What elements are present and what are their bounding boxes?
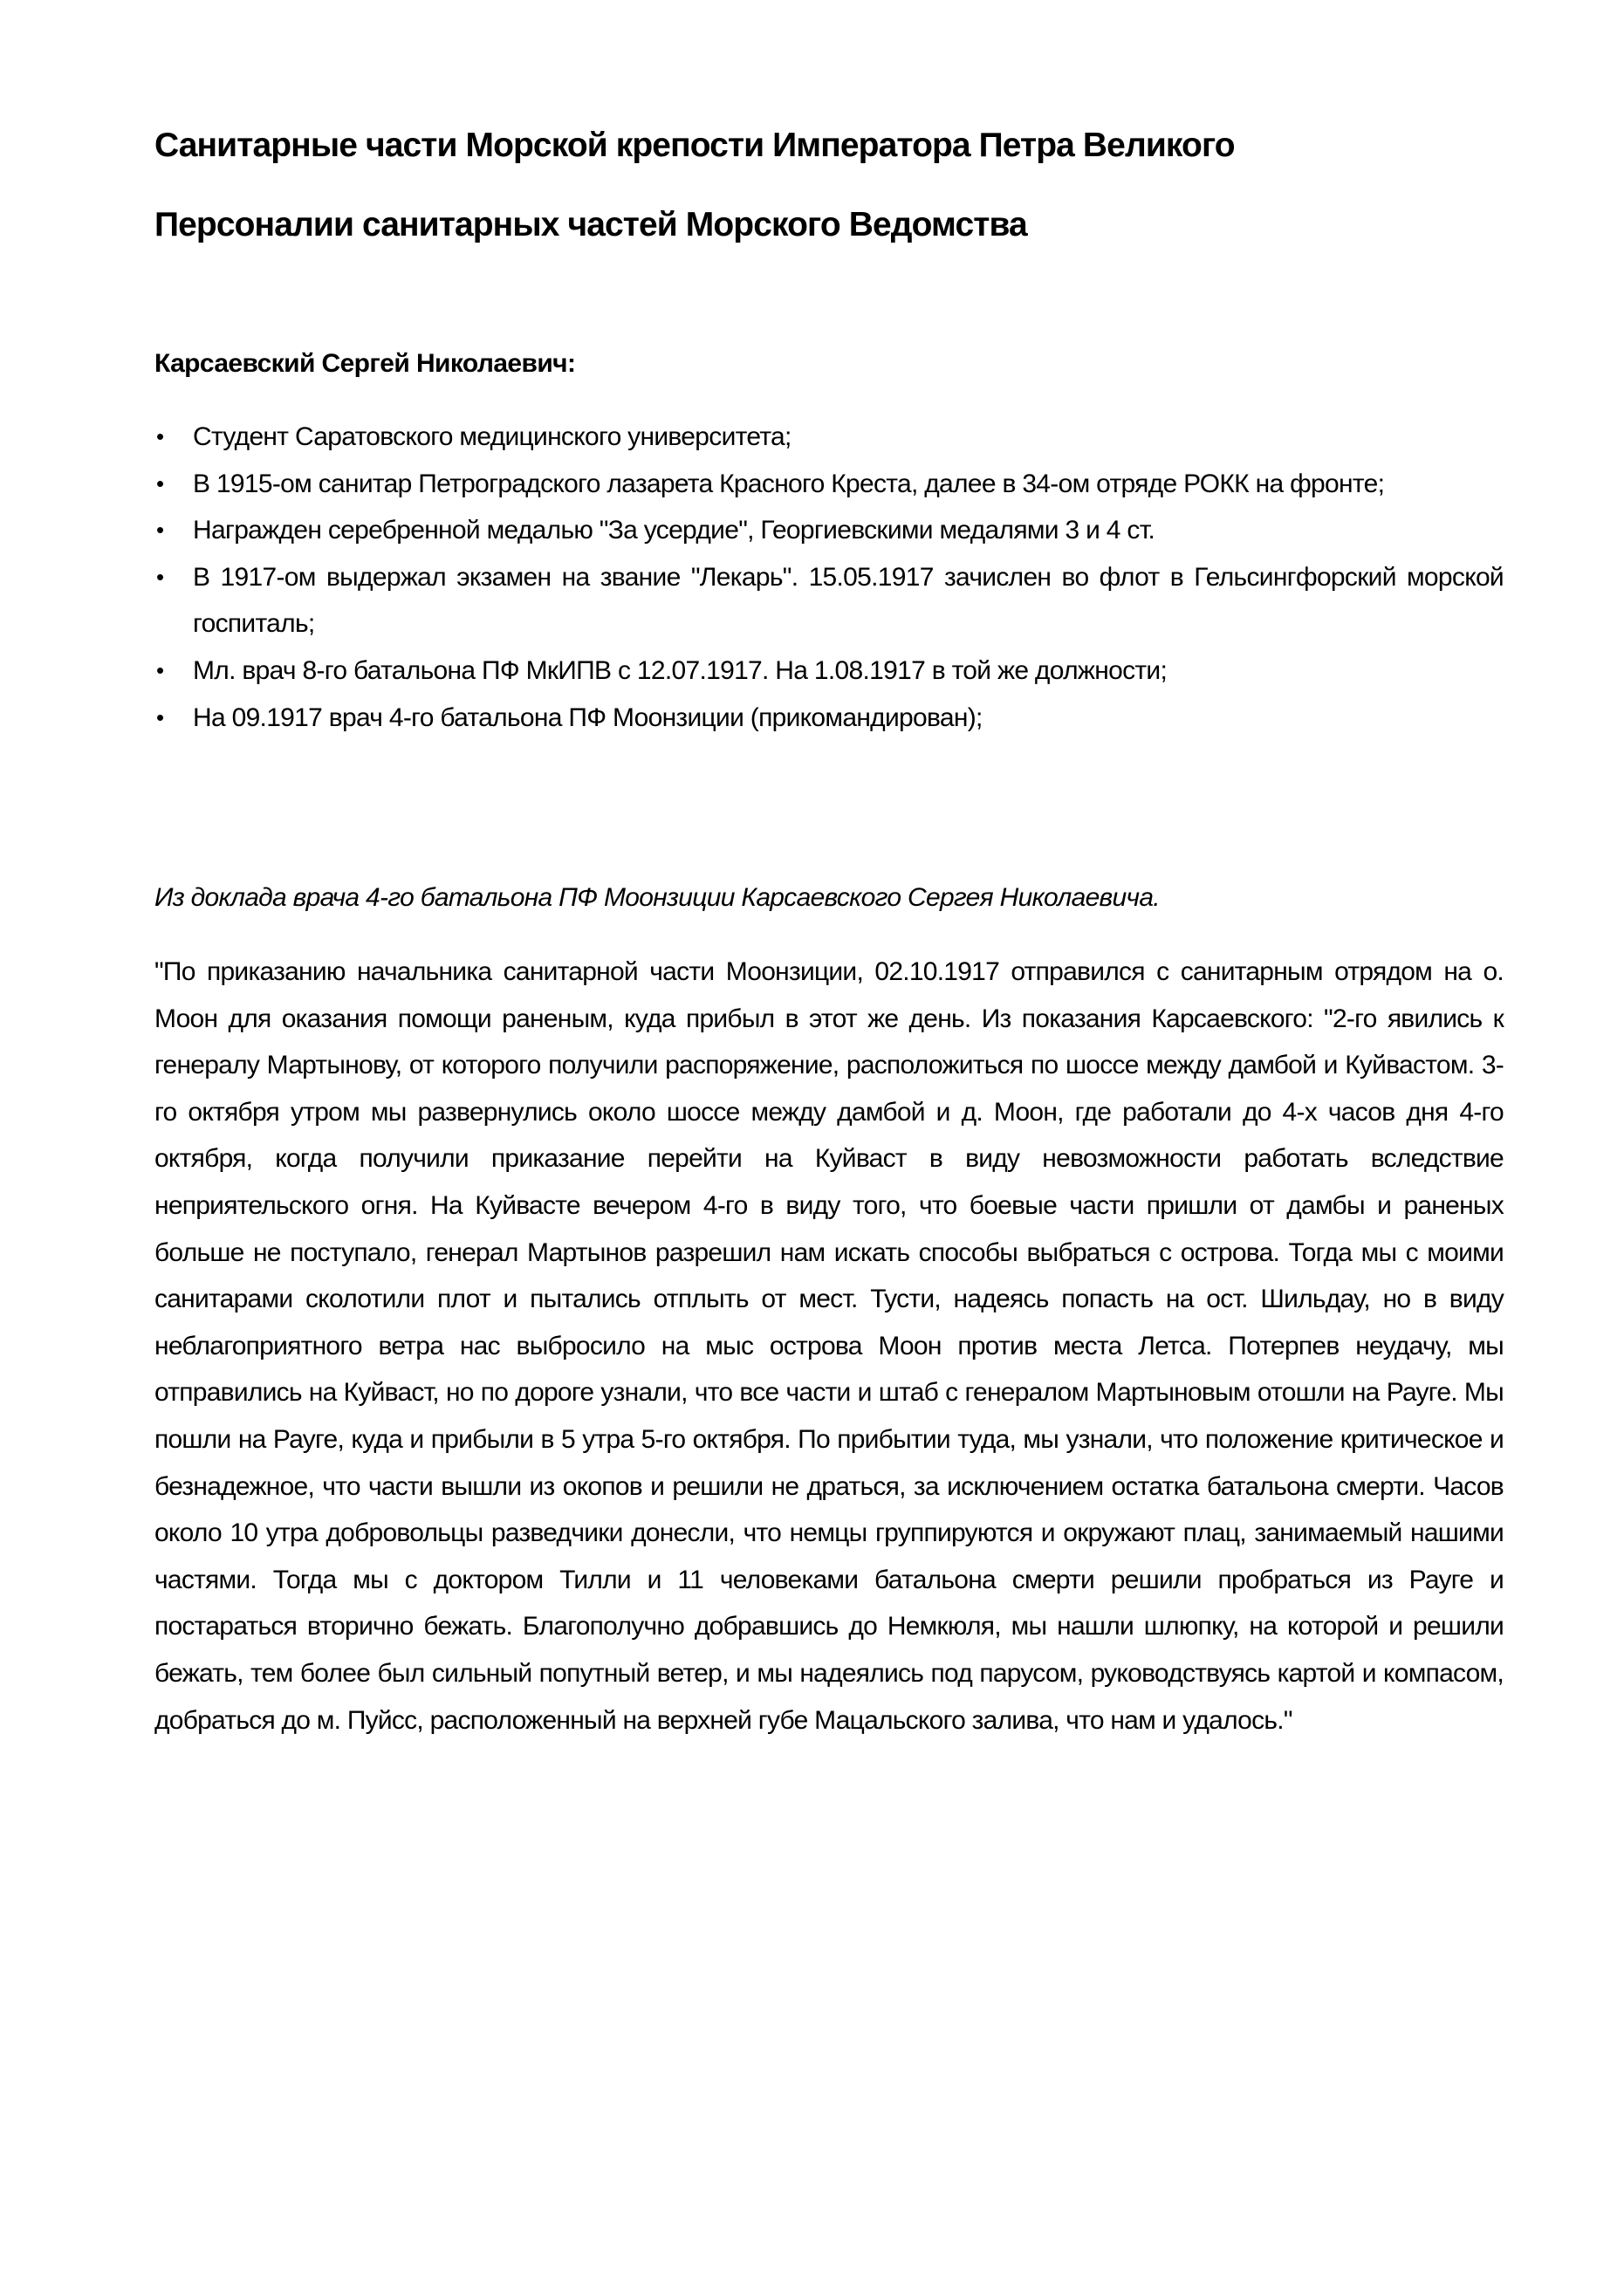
report-caption: Из доклада врача 4-го батальона ПФ Моонзиции Карсаевского Сергея Николаевича.	[154, 883, 1160, 912]
list-item	[154, 507, 1504, 554]
list-item-text: Студент Саратовского медицинского университета;	[193, 422, 791, 451]
list-item	[154, 414, 1504, 461]
list-item	[154, 648, 1504, 695]
bullet-icon: •	[156, 517, 164, 544]
list-item-text: На 09.1917 врач 4-го батальона ПФ Моонзиции (прикомандирован);	[193, 703, 983, 732]
document-title: Санитарные части Морской крепости Императора Петра Великого	[154, 127, 1235, 164]
list-item	[154, 554, 1504, 648]
bullet-icon: •	[156, 469, 164, 497]
bullet-icon: •	[156, 563, 164, 590]
document-subtitle: Персоналии санитарных частей Морского Ведомства	[154, 206, 1027, 243]
bullet-icon: •	[156, 656, 164, 683]
list-item-text: Мл. врач 8-го батальона ПФ МкИПВ с 12.07.1917. На 1.08.1917 в той же должности;	[193, 655, 1168, 685]
bullet-icon: •	[156, 703, 164, 730]
list-item-text: В 1915-ом санитар Петроградского лазарета Красного Креста, далее в 34-ом отряде РОКК на фронте;	[193, 469, 1385, 498]
list-item-text: В 1917-ом выдержал экзамен на звание "Лекарь". 15.05.1917 зачислен во флот в Гельсингфорский морской госпиталь;	[193, 562, 1504, 639]
list-item-text: Награжден серебренной медалью "За усердие", Георгиевскими медалями 3 и 4 ст.	[193, 516, 1155, 545]
person-name-heading: Карсаевский Сергей Николаевич:	[154, 349, 576, 378]
list-item	[154, 461, 1504, 508]
report-body-paragraph: "По приказанию начальника санитарной части Моонзиции, 02.10.1917 отправился с санитарным отрядом на о. Моон для оказания помощи раненым, куда прибыл в этот же день. Из показания Карсаевского: "2-го явились к генералу Мартынову, от которого получили распоряжение, расположиться по шоссе между дамбой и Куйвастом. 3-го октября утром мы развернулись около шоссе между дамбой и д. Моон, где работали до 4-х часов дня 4-го октября, когда получили приказание перейти на Куйваст в виду невозможности работать вследствие неприятельского огня. На Куйвасте вечером 4-го в виду того, что боевые части пришли от дамбы и раненых больше не поступало, генерал Мартынов разрешил нам искать способы выбраться с острова. Тогда мы с моими санитарами сколотили плот и пытались отплыть от мест. Тусти, надеясь попасть на ост. Шильдау, но в виду неблагоприятного ветра нас выбросило на мыс острова Моон против места Летса. Потерпев неудачу, мы отправились на Куйваст, но по дороге узнали, что все части и штаб с генералом Мартыновым отошли на Рауге. Мы пошли на Рауге, куда и прибыли в 5 утра 5-го октября. По прибытии туда, мы узнали, что положение критическое и безнадежное, что части вышли из окопов и решили не драться, за исключением остатка батальона смерти. Часов около 10 утра добровольцы разведчики донесли, что немцы группируются и окружают плац, занимаемый нашими частями. Тогда мы с доктором Тилли и 11 человеками батальона смерти решили пробраться из Рауге и постараться вторично бежать. Благополучно добравшись до Немкюля, мы нашли шлюпку, на которой и решили бежать, тем более был сильный попутный ветер, и мы надеялись под парусом, руководствуясь картой и компасом, добраться до м. Пуйсс, расположенный на верхней губе Мацальского залива, что нам и удалось."	[154, 957, 1504, 1735]
bullet-icon: •	[156, 423, 164, 449]
list-item	[154, 695, 1504, 742]
biography-list	[154, 414, 1504, 741]
